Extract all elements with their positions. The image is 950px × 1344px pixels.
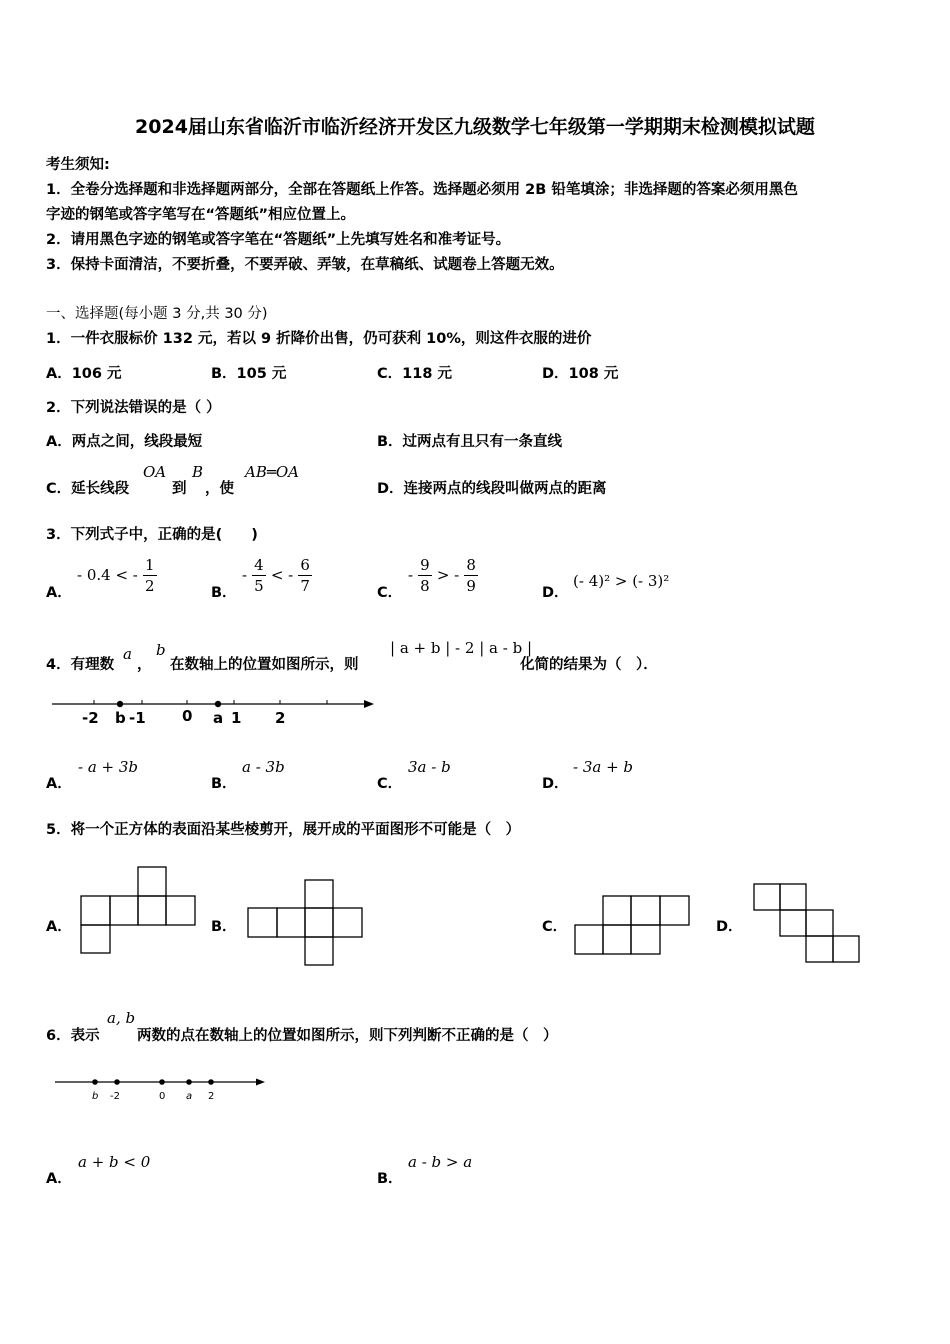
q4-var-b: b [156,641,166,659]
notice-line-1b: 字迹的钢笔或答字笔写在“答题纸”相应位置上。 [46,207,356,223]
q3-c-num-1: 9 [420,556,430,574]
q6-label: 2 [208,1091,215,1102]
notice-line-1a: 1．全卷分选择题和非选择题两部分，全部在答题纸上作答。选择题必须用 2B 铅笔填涂；非选择题的答案必须用黑色 [46,182,798,198]
q4-expression: | a + b | - 2 | a - b | [390,639,533,657]
q4-stem-mid: 在数轴上的位置如图所示，则 [170,657,359,673]
q2-option-c-oa: OA [143,463,167,481]
q3-c-fraction-1 [418,555,432,596]
q3-b-mid: < - [270,566,294,584]
q3-a-num: 1 [144,556,155,574]
section-heading: 一、选择题(每小题 3 分,共 30 分) [46,306,268,322]
q3-option-d-expr: (- 4)² > (- 3)² [573,572,670,590]
q3-b-prefix: - [242,566,248,584]
q1-option-c: C．118 元 [377,366,452,382]
q5-net-d [751,881,863,965]
q3-b-den-1: 5 [254,577,264,595]
q1-option-d: D．108 元 [542,366,619,382]
q6-vars: a, b [107,1009,136,1027]
q4-label: 1 [231,709,242,727]
page-title: 2024届山东省临沂市临沂经济开发区九级数学七年级第一学期期末检测模拟试题 [135,116,815,138]
q6-point-a [186,1079,192,1085]
q4-option-d-label: D． [542,776,569,792]
q6-point-0 [159,1079,165,1085]
notice-heading: 考生须知: [46,157,110,173]
q5-option-a-label: A． [46,919,72,935]
q4-option-a-label: A． [46,776,72,792]
q4-stem-post: 化简的结果为（ ）． [520,657,658,673]
q5-stem: 5．将一个正方体的表面沿某些棱剪开，展开成的平面图形不可能是（ ） [46,822,521,838]
q6-number-line [52,1072,270,1104]
q3-option-b-label: B． [211,585,237,601]
q2-option-c-b: B [192,463,204,481]
q6-stem-post: 两数的点在数轴上的位置如图所示，则下列判断不正确的是（ ） [137,1028,558,1044]
q3-option-d-label: D． [542,585,569,601]
q4-option-b-label: B． [211,776,237,792]
q1-option-b: B．105 元 [211,366,287,382]
q3-c-den-1: 8 [420,577,430,595]
q3-b-num-2: 6 [300,556,310,574]
notice-line-3: 3．保持卡面清洁，不要折叠，不要弄破、弄皱，在草稿纸、试题卷上答题无效。 [46,257,564,273]
q6-option-a-label: A． [46,1171,72,1187]
q3-a-fraction [143,555,157,596]
q2-option-c-comma: ，使 [205,481,234,497]
q6-label: 0 [159,1091,166,1102]
q4-label: -1 [129,709,146,727]
q3-b-fraction-1 [252,555,266,596]
q2-option-a: A．两点之间，线段最短 [46,434,203,450]
q3-option-a-label: A． [46,585,72,601]
q2-option-c-prefix: C．延长线段 [46,481,130,497]
q4-label: b [115,709,126,727]
q3-b-fraction-2 [298,555,312,596]
q2-option-c-mid: 到 [172,481,187,497]
q5-option-c-label: C． [542,919,568,935]
q3-c-num-2: 8 [466,556,476,574]
q6-point-b [92,1079,98,1085]
q4-number-line [48,692,380,728]
q6-point-2 [208,1079,214,1085]
q2-stem: 2．下列说法错误的是（ ） [46,400,221,416]
q6-point-neg2 [114,1079,120,1085]
q4-label: -2 [82,709,99,727]
q3-option-c-label: C． [377,585,403,601]
q6-option-b: a - b > a [408,1153,473,1171]
q4-comma: ， [137,657,152,673]
q3-a-prefix: - 0.4 < - [77,566,138,584]
q3-c-fraction-2 [464,555,478,596]
q4-option-a: - a + 3b [78,758,139,776]
q3-stem: 3．下列式子中，正确的是( ) [46,527,258,543]
q3-c-prefix: - [408,566,414,584]
q4-option-d: - 3a + b [573,758,634,776]
q3-b-num-1: 4 [254,556,264,574]
q4-label: 2 [275,709,286,727]
q6-label: b [92,1091,99,1102]
q4-point-b [117,701,123,707]
q3-a-den: 2 [144,577,155,595]
q1-stem: 1．一件衣服标价 132 元，若以 9 折降价出售，仍可获利 10%，则这件衣服的进价 [46,331,592,347]
q4-option-b: a - 3b [242,758,285,776]
q3-b-den-2: 7 [300,577,310,595]
q5-option-b-label: B． [211,919,237,935]
q4-label: a [213,709,224,727]
q1-option-a: A．106 元 [46,366,122,382]
q4-axis-arrow [364,700,374,708]
q3-c-den-2: 9 [466,577,476,595]
q6-option-a: a + b < 0 [78,1153,151,1171]
q4-label: 0 [182,707,193,725]
q3-option-b-expr [242,555,312,596]
notice-line-2: 2．请用黑色字迹的钢笔或答字笔在“答题纸”上先填写姓名和准考证号。 [46,232,511,248]
q4-point-a [215,701,221,707]
q6-axis-arrow [256,1079,265,1086]
q4-option-c-label: C． [377,776,403,792]
q4-option-c: 3a - b [408,758,451,776]
q2-option-b: B．过两点有且只有一条直线 [377,434,563,450]
q4-var-a: a [123,645,132,663]
q6-label: -2 [110,1091,120,1102]
q4-stem-prefix: 4．有理数 [46,657,115,673]
q5-option-d-label: D． [716,919,743,935]
q5-net-a [78,864,198,956]
q6-stem-prefix: 6．表示 [46,1028,100,1044]
q3-option-a-expr [77,555,157,596]
q2-option-c-eq: AB═OA [245,463,300,481]
q2-option-d: D．连接两点的线段叫做两点的距离 [377,481,607,497]
q5-net-c [572,893,692,957]
q3-c-mid: > - [436,566,460,584]
q5-net-b [245,877,365,969]
q3-option-c-expr [408,555,478,596]
q6-label: a [186,1091,193,1102]
q6-option-b-label: B． [377,1171,403,1187]
